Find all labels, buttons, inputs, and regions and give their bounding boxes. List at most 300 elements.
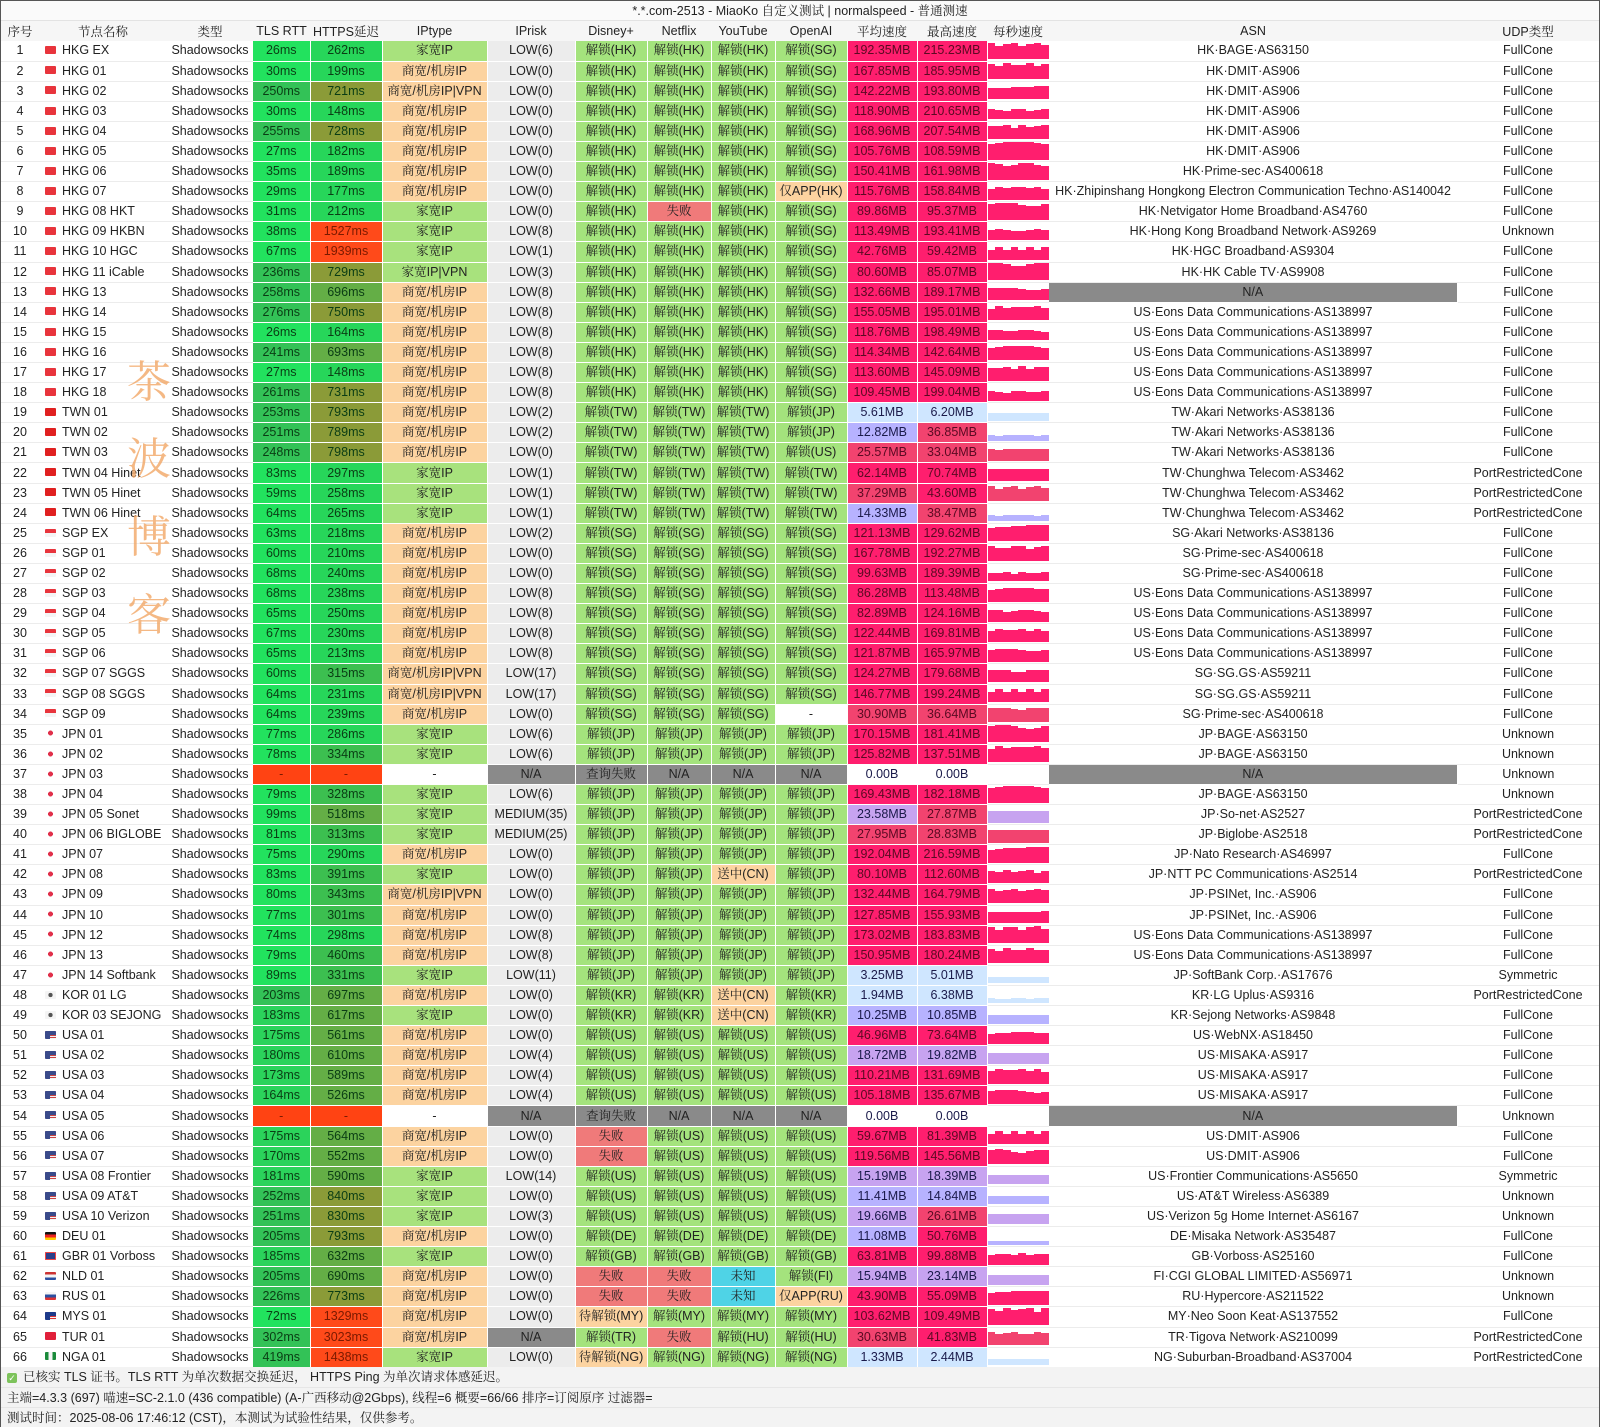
netflix-status: 解锁(MY) [647, 1307, 711, 1327]
table-row[interactable] [1, 624, 1599, 644]
asn: HK·Zhipinshang Hongkong Electron Communication Techno·AS140042 [1049, 182, 1457, 202]
tls-rtt: 78ms [253, 744, 310, 764]
per-second-speed-sparkline [987, 423, 1049, 443]
asn: HK·DMIT·AS906 [1049, 101, 1457, 121]
col-https-delay-header[interactable]: HTTPS延迟 [310, 21, 382, 41]
asn: US·Eons Data Communications·AS138997 [1049, 624, 1457, 644]
ip-risk: LOW(8) [487, 363, 575, 383]
table-row[interactable] [1, 262, 1599, 282]
tls-rtt: 60ms [253, 543, 310, 563]
table-row[interactable] [1, 202, 1599, 222]
netflix-status: 解锁(SG) [647, 684, 711, 704]
asn: US·Eons Data Communications·AS138997 [1049, 925, 1457, 945]
tls-rtt: 31ms [253, 202, 310, 222]
udp-type: FullCone [1457, 202, 1599, 222]
tls-rtt: 67ms [253, 242, 310, 262]
table-row[interactable] [1, 664, 1599, 684]
per-second-speed-sparkline [987, 724, 1049, 744]
table-row[interactable] [1, 945, 1599, 965]
protocol-type: Shadowsocks [167, 1186, 253, 1206]
col-openai-header[interactable]: OpenAI [775, 21, 847, 41]
openai-status: 解锁(SG) [775, 282, 847, 302]
avg-speed: 80.60MB [847, 262, 917, 282]
node-name-cell [39, 81, 167, 101]
table-row[interactable] [1, 101, 1599, 121]
table-row[interactable] [1, 784, 1599, 804]
disney-status: 解锁(HK) [575, 282, 647, 302]
table-row[interactable] [1, 302, 1599, 322]
col-node-name-header[interactable]: 节点名称 [39, 21, 167, 41]
table-row[interactable] [1, 764, 1599, 784]
window-title: *.*.com-2513 - MiaoKo 自定义测试 | normalspeed - 普通测速 [1, 1, 1599, 21]
table-row[interactable] [1, 825, 1599, 845]
per-second-speed-sparkline [987, 222, 1049, 242]
protocol-type: Shadowsocks [167, 302, 253, 322]
udp-type: FullCone [1457, 925, 1599, 945]
node-name-cell [39, 1227, 167, 1247]
openai-status: 解锁(SG) [775, 121, 847, 141]
avg-speed: 1.94MB [847, 985, 917, 1005]
https-delay: 240ms [310, 563, 382, 583]
udp-type: Unknown [1457, 1267, 1599, 1287]
table-row[interactable] [1, 222, 1599, 242]
avg-speed: 132.44MB [847, 885, 917, 905]
table-row[interactable] [1, 1006, 1599, 1026]
table-row[interactable] [1, 724, 1599, 744]
node-name-cell [39, 423, 167, 443]
youtube-status: 解锁(JP) [711, 885, 775, 905]
disney-status: 解锁(TR) [575, 1327, 647, 1347]
youtube-status: 解锁(HK) [711, 182, 775, 202]
youtube-status: 解锁(JP) [711, 925, 775, 945]
asn: US·Frontier Communications·AS5650 [1049, 1166, 1457, 1186]
ip-risk: LOW(0) [487, 443, 575, 463]
https-delay: 313ms [310, 825, 382, 845]
table-row[interactable] [1, 61, 1599, 81]
table-row[interactable] [1, 182, 1599, 202]
tw-flag-icon [45, 488, 56, 496]
tls-rtt: 173ms [253, 1066, 310, 1086]
table-row[interactable] [1, 383, 1599, 403]
watermark-char: 客 [127, 590, 171, 641]
max-speed: 10.85MB [917, 1006, 987, 1026]
table-row[interactable] [1, 925, 1599, 945]
ip-risk: LOW(0) [487, 141, 575, 161]
https-delay: 258ms [310, 483, 382, 503]
table-row[interactable] [1, 604, 1599, 624]
tls-rtt: 276ms [253, 302, 310, 322]
table-row[interactable] [1, 403, 1599, 423]
openai-status: 解锁(JP) [775, 885, 847, 905]
col-youtube-header[interactable]: YouTube [711, 21, 775, 41]
table-row[interactable] [1, 885, 1599, 905]
max-speed: 182.18MB [917, 784, 987, 804]
ip-type: 家宽IP [382, 865, 487, 885]
ip-type: 家宽IP [382, 242, 487, 262]
ip-type: 商宽/机房IP [382, 302, 487, 322]
node-name: HKG 01 [62, 63, 107, 78]
netflix-status: 解锁(HK) [647, 342, 711, 362]
node-name: USA 02 [62, 1048, 105, 1063]
avg-speed: 89.86MB [847, 202, 917, 222]
asn: HK·DMIT·AS906 [1049, 121, 1457, 141]
ip-type: 商宽/机房IP [382, 121, 487, 141]
youtube-status: 解锁(DE) [711, 1227, 775, 1247]
node-name-cell [39, 1307, 167, 1327]
node-name: DEU 01 [62, 1229, 106, 1244]
node-name: JPN 14 Softbank [62, 967, 156, 982]
https-delay: 343ms [310, 885, 382, 905]
ip-type: 家宽IP [382, 805, 487, 825]
table-row[interactable] [1, 1307, 1599, 1327]
openai-status: 解锁(KR) [775, 985, 847, 1005]
per-second-speed-sparkline [987, 543, 1049, 563]
disney-status: 解锁(JP) [575, 724, 647, 744]
table-row[interactable] [1, 523, 1599, 543]
max-speed: 23.14MB [917, 1267, 987, 1287]
asn: GB·Vorboss·AS25160 [1049, 1247, 1457, 1267]
col-iptype-header[interactable]: IPtype [382, 21, 487, 41]
max-speed: 137.51MB [917, 744, 987, 764]
avg-speed: 42.76MB [847, 242, 917, 262]
avg-speed: 19.66MB [847, 1206, 917, 1226]
table-row[interactable] [1, 1186, 1599, 1206]
per-second-speed-sparkline [987, 784, 1049, 804]
per-second-speed-sparkline [987, 1086, 1049, 1106]
per-second-speed-sparkline [987, 262, 1049, 282]
tls-rtt: 181ms [253, 1166, 310, 1186]
table-row[interactable] [1, 1066, 1599, 1086]
protocol-type: Shadowsocks [167, 162, 253, 182]
https-delay: 148ms [310, 363, 382, 383]
ip-risk: MEDIUM(35) [487, 805, 575, 825]
https-delay: - [310, 764, 382, 784]
node-name-cell [39, 282, 167, 302]
node-name: SGP 01 [62, 545, 106, 560]
netflix-status: 解锁(SG) [647, 604, 711, 624]
col-avg-speed-header[interactable]: 平均速度 [847, 21, 917, 41]
udp-type: Unknown [1457, 784, 1599, 804]
my-flag-icon [45, 1312, 56, 1320]
col-index-header[interactable]: 序号 [1, 21, 39, 41]
node-name-cell [39, 383, 167, 403]
row-index: 12 [1, 262, 39, 282]
table-row[interactable] [1, 965, 1599, 985]
table-row[interactable] [1, 121, 1599, 141]
table-row[interactable] [1, 81, 1599, 101]
table-row[interactable] [1, 463, 1599, 483]
node-name-cell [39, 1106, 167, 1126]
youtube-status: N/A [711, 1106, 775, 1126]
table-row[interactable] [1, 1126, 1599, 1146]
protocol-type: Shadowsocks [167, 905, 253, 925]
ip-type: 家宽IP|VPN [382, 262, 487, 282]
tls-rtt: 77ms [253, 905, 310, 925]
table-row[interactable] [1, 905, 1599, 925]
tls-rtt: 226ms [253, 1287, 310, 1307]
jp-flag-icon [45, 770, 56, 778]
protocol-type: Shadowsocks [167, 925, 253, 945]
protocol-type: Shadowsocks [167, 1086, 253, 1106]
protocol-type: Shadowsocks [167, 342, 253, 362]
col-tls-rtt-header[interactable]: TLS RTT [253, 21, 310, 41]
row-index: 45 [1, 925, 39, 945]
openai-status: 解锁(HU) [775, 1327, 847, 1347]
ip-risk: LOW(2) [487, 423, 575, 443]
table-row[interactable] [1, 1227, 1599, 1247]
us-flag-icon [45, 1071, 56, 1079]
protocol-type: Shadowsocks [167, 463, 253, 483]
ip-risk: LOW(8) [487, 945, 575, 965]
https-delay: 728ms [310, 121, 382, 141]
https-delay: 391ms [310, 865, 382, 885]
table-row[interactable] [1, 1046, 1599, 1066]
avg-speed: 105.76MB [847, 141, 917, 161]
max-speed: 198.49MB [917, 322, 987, 342]
per-second-speed-sparkline [987, 563, 1049, 583]
node-name-cell [39, 483, 167, 503]
protocol-type: Shadowsocks [167, 363, 253, 383]
table-row[interactable] [1, 584, 1599, 604]
ip-type: 商宽/机房IP [382, 644, 487, 664]
ip-type: 商宽/机房IP [382, 1046, 487, 1066]
table-row[interactable] [1, 162, 1599, 182]
netflix-status: 解锁(JP) [647, 724, 711, 744]
protocol-type: Shadowsocks [167, 825, 253, 845]
node-name: JPN 06 BIGLOBE [62, 827, 162, 842]
https-delay: 610ms [310, 1046, 382, 1066]
per-second-speed-sparkline [987, 141, 1049, 161]
table-row[interactable] [1, 744, 1599, 764]
udp-type: FullCone [1457, 1247, 1599, 1267]
https-delay: 297ms [310, 463, 382, 483]
table-row[interactable] [1, 342, 1599, 362]
protocol-type: Shadowsocks [167, 644, 253, 664]
per-second-speed-sparkline [987, 1287, 1049, 1307]
ip-type: 商宽/机房IP [382, 423, 487, 443]
table-row[interactable] [1, 1206, 1599, 1226]
col-iprisk-header[interactable]: IPrisk [487, 21, 575, 41]
node-name-cell [39, 985, 167, 1005]
ip-risk: N/A [487, 764, 575, 784]
ip-risk: LOW(8) [487, 584, 575, 604]
table-row[interactable] [1, 985, 1599, 1005]
table-row[interactable] [1, 563, 1599, 583]
disney-status: 解锁(KR) [575, 985, 647, 1005]
row-index: 30 [1, 624, 39, 644]
https-delay: 793ms [310, 403, 382, 423]
per-second-speed-sparkline [987, 664, 1049, 684]
table-row[interactable] [1, 1166, 1599, 1186]
row-index: 1 [1, 41, 39, 61]
protocol-type: Shadowsocks [167, 1227, 253, 1247]
asn: US·Eons Data Communications·AS138997 [1049, 302, 1457, 322]
ip-risk: MEDIUM(25) [487, 825, 575, 845]
ip-type: 商宽/机房IP [382, 523, 487, 543]
ip-type: 商宽/机房IP [382, 543, 487, 563]
asn: JP·PSINet, Inc.·AS906 [1049, 905, 1457, 925]
disney-status: 解锁(KR) [575, 1006, 647, 1026]
protocol-type: Shadowsocks [167, 744, 253, 764]
youtube-status: 解锁(JP) [711, 945, 775, 965]
row-index: 41 [1, 845, 39, 865]
table-row[interactable] [1, 704, 1599, 724]
table-row[interactable] [1, 443, 1599, 463]
node-name-cell [39, 162, 167, 182]
table-row[interactable] [1, 805, 1599, 825]
https-delay: 731ms [310, 383, 382, 403]
netflix-status: 解锁(GB) [647, 1247, 711, 1267]
protocol-type: Shadowsocks [167, 1247, 253, 1267]
max-speed: 14.84MB [917, 1186, 987, 1206]
hk-flag-icon [45, 46, 56, 54]
max-speed: 195.01MB [917, 302, 987, 322]
ip-type: 商宽/机房IP [382, 182, 487, 202]
table-row[interactable] [1, 141, 1599, 161]
ip-risk: LOW(4) [487, 1046, 575, 1066]
table-row[interactable] [1, 684, 1599, 704]
table-row[interactable] [1, 423, 1599, 443]
per-second-speed-sparkline [987, 764, 1049, 784]
https-delay: 561ms [310, 1026, 382, 1046]
row-index: 53 [1, 1086, 39, 1106]
table-row[interactable] [1, 242, 1599, 262]
row-index: 42 [1, 865, 39, 885]
youtube-status: 解锁(JP) [711, 784, 775, 804]
table-row[interactable] [1, 865, 1599, 885]
row-index: 57 [1, 1166, 39, 1186]
table-row[interactable] [1, 1287, 1599, 1307]
openai-status: 解锁(US) [775, 1166, 847, 1186]
col-asn-header[interactable]: ASN [1049, 21, 1457, 41]
col-netflix-header[interactable]: Netflix [647, 21, 711, 41]
node-name: JPN 05 Sonet [62, 807, 140, 822]
netflix-status: 解锁(HK) [647, 363, 711, 383]
hk-flag-icon [45, 267, 56, 275]
ip-type: 商宽/机房IP [382, 1227, 487, 1247]
ip-type: 商宽/机房IP|VPN [382, 684, 487, 704]
max-speed: 145.09MB [917, 363, 987, 383]
table-row[interactable] [1, 644, 1599, 664]
footer-line1: 已核实 TLS 证书。TLS RTT 为单次数据交换延迟， HTTPS Ping 为单次请求体感延迟。 [23, 1370, 508, 1384]
node-name-cell [39, 262, 167, 282]
node-name-cell [39, 443, 167, 463]
col-disney-header[interactable]: Disney+ [575, 21, 647, 41]
row-index: 32 [1, 664, 39, 684]
node-name-cell [39, 101, 167, 121]
ip-type: 商宽/机房IP [382, 945, 487, 965]
youtube-status: 解锁(HK) [711, 121, 775, 141]
table-row[interactable] [1, 483, 1599, 503]
youtube-status: 解锁(HK) [711, 322, 775, 342]
netflix-status: 解锁(HK) [647, 41, 711, 61]
youtube-status: 解锁(GB) [711, 1247, 775, 1267]
table-row[interactable] [1, 845, 1599, 865]
ip-type: 商宽/机房IP|VPN [382, 664, 487, 684]
avg-speed: 119.56MB [847, 1146, 917, 1166]
max-speed: 109.49MB [917, 1307, 987, 1327]
asn: US·MISAKA·AS917 [1049, 1066, 1457, 1086]
ip-risk: LOW(0) [487, 1186, 575, 1206]
node-name: HKG 08 HKT [62, 204, 135, 219]
asn: KR·Sejong Networks·AS9848 [1049, 1006, 1457, 1026]
jp-flag-icon [45, 729, 56, 737]
max-speed: 193.41MB [917, 222, 987, 242]
avg-speed: 15.94MB [847, 1267, 917, 1287]
row-index: 55 [1, 1126, 39, 1146]
table-row[interactable] [1, 1106, 1599, 1126]
node-name: KOR 03 SEJONG [62, 1008, 162, 1023]
ip-type: 商宽/机房IP [382, 141, 487, 161]
col-type-header[interactable]: 类型 [167, 21, 253, 41]
ip-type: 家宽IP [382, 1166, 487, 1186]
table-row[interactable] [1, 363, 1599, 383]
table-row[interactable] [1, 282, 1599, 302]
protocol-type: Shadowsocks [167, 222, 253, 242]
openai-status: 解锁(SG) [775, 523, 847, 543]
col-per-second-speed-header[interactable]: 每秒速度 [987, 21, 1049, 41]
openai-status: 解锁(US) [775, 1086, 847, 1106]
udp-type: Unknown [1457, 1186, 1599, 1206]
udp-type: Unknown [1457, 764, 1599, 784]
ip-type: 商宽/机房IP [382, 1026, 487, 1046]
table-row[interactable] [1, 322, 1599, 342]
table-row[interactable] [1, 1146, 1599, 1166]
row-index: 37 [1, 764, 39, 784]
udp-type: FullCone [1457, 1066, 1599, 1086]
udp-type: FullCone [1457, 704, 1599, 724]
row-index: 48 [1, 985, 39, 1005]
max-speed: 41.83MB [917, 1327, 987, 1347]
netflix-status: 失败 [647, 1327, 711, 1347]
table-row[interactable] [1, 503, 1599, 523]
hk-flag-icon [45, 167, 56, 175]
row-index: 43 [1, 885, 39, 905]
youtube-status: 送中(CN) [711, 985, 775, 1005]
node-name: NLD 01 [62, 1269, 105, 1284]
col-udp-type-header[interactable]: UDP类型 [1457, 21, 1599, 41]
avg-speed: 0.00B [847, 764, 917, 784]
tls-rtt: 64ms [253, 684, 310, 704]
netflix-status: 解锁(US) [647, 1186, 711, 1206]
udp-type: FullCone [1457, 423, 1599, 443]
max-speed: 28.83MB [917, 825, 987, 845]
table-row[interactable] [1, 1267, 1599, 1287]
table-row[interactable] [1, 41, 1599, 61]
row-index: 20 [1, 423, 39, 443]
https-delay: 213ms [310, 644, 382, 664]
https-delay: 262ms [310, 41, 382, 61]
table-row[interactable] [1, 1347, 1599, 1367]
youtube-status: 解锁(JP) [711, 965, 775, 985]
youtube-status: 解锁(HK) [711, 342, 775, 362]
max-speed: 6.20MB [917, 403, 987, 423]
table-row[interactable] [1, 1026, 1599, 1046]
col-max-speed-header[interactable]: 最高速度 [917, 21, 987, 41]
asn: JP·PSINet, Inc.·AS906 [1049, 885, 1457, 905]
tls-rtt: 175ms [253, 1026, 310, 1046]
table-row[interactable] [1, 1327, 1599, 1347]
table-row[interactable] [1, 543, 1599, 563]
udp-type: FullCone [1457, 121, 1599, 141]
youtube-status: 解锁(HK) [711, 141, 775, 161]
ip-risk: LOW(0) [487, 865, 575, 885]
youtube-status: 解锁(HK) [711, 262, 775, 282]
table-row[interactable] [1, 1247, 1599, 1267]
table-row[interactable] [1, 1086, 1599, 1106]
tls-rtt: 79ms [253, 784, 310, 804]
disney-status: 解锁(JP) [575, 885, 647, 905]
